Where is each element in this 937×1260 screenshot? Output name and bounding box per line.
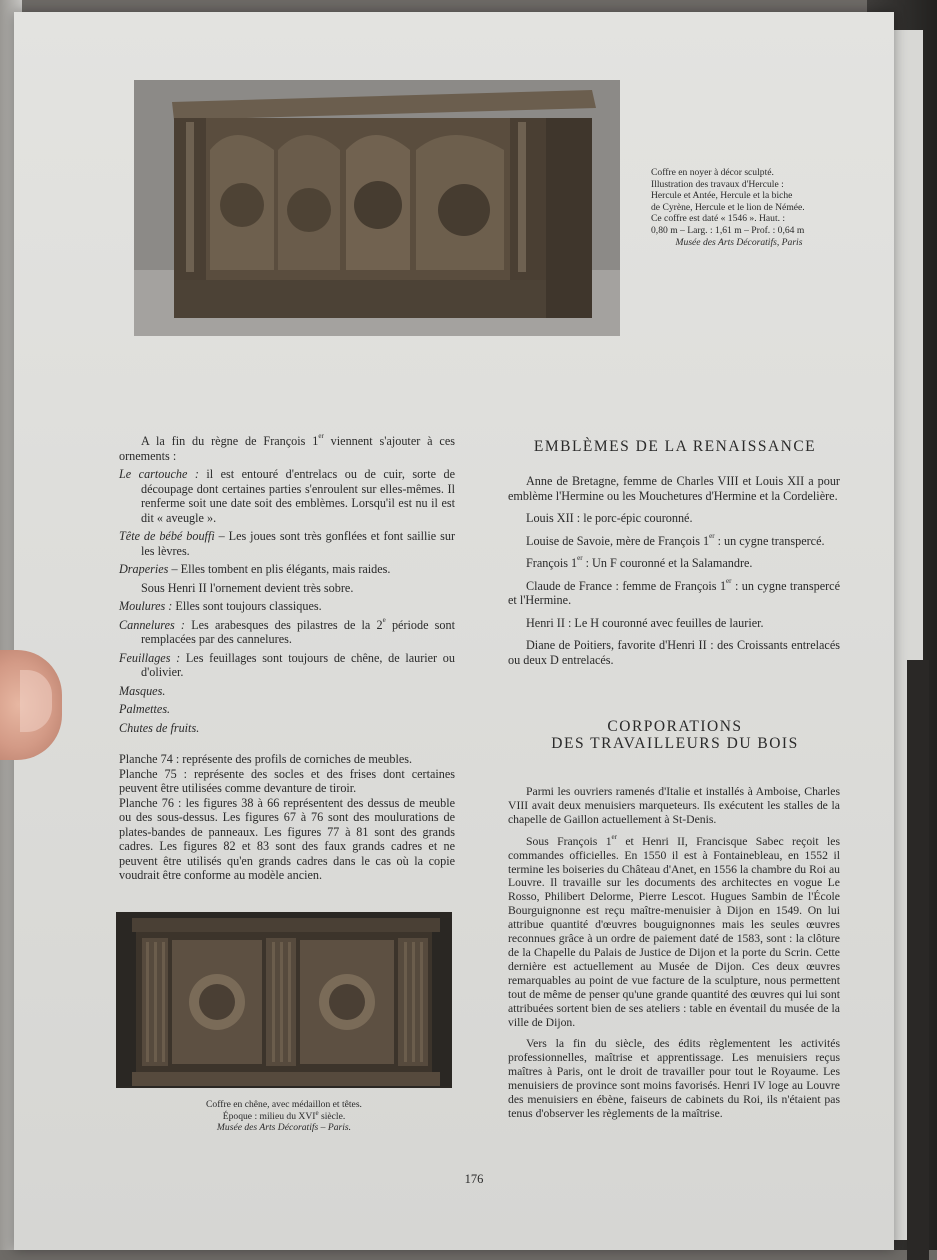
ornament-text: – Elles tombent en plis élégants, mais raides. xyxy=(168,562,391,576)
ornament-masques: Masques. xyxy=(119,683,166,698)
sup: e xyxy=(315,1108,319,1117)
caption-text-end: siècle. xyxy=(318,1110,346,1122)
caption-source: Musée des Arts Décoratifs – Paris. xyxy=(216,1122,352,1134)
emblem-text-end: : un cygne transpercé et l'Hermine. xyxy=(508,578,840,607)
right-column-emblemes xyxy=(508,474,840,667)
ornament-palmettes: Palmettes. xyxy=(119,702,171,716)
left-column xyxy=(119,434,455,883)
photo-bottom-caption xyxy=(116,1099,452,1134)
emblem-diane: Diane de Poitiers, favorite d'Henri II : des Croissants entrelacés ou deux D entrelacés. xyxy=(508,638,840,667)
caption-line: Hercule et Antée, Hercule et la biche xyxy=(651,190,793,202)
heading-line: CORPORATIONS xyxy=(607,718,743,735)
ornament-term: Cannelures : xyxy=(119,617,185,632)
corporations-paragraph-2 xyxy=(508,832,840,1030)
emblem-text: Claude de France : femme de François 1 xyxy=(526,578,727,593)
ornament-feuillages xyxy=(119,651,455,680)
coffre-noyer-image xyxy=(134,80,620,336)
ornament-draperies xyxy=(119,562,455,577)
book-page xyxy=(14,12,894,1250)
caption-line: Ce coffre est daté « 1546 ». Haut. : xyxy=(651,213,786,225)
ornament-chutes: Chutes de fruits. xyxy=(119,720,200,735)
emblem-text-end: : Un F couronné et la Salamandre. xyxy=(582,556,753,570)
photo-coffre-chene xyxy=(116,912,452,1088)
emblem-claude xyxy=(508,576,840,608)
facing-page-print xyxy=(907,660,929,1260)
planche-74: Planche 74 : représente des profils de corniches de meubles. xyxy=(119,752,413,766)
corporations-paragraph-1: Parmi les ouvriers ramenés d'Italie et installés à Amboise, Charles VIII avait deux menuisiers marqueteurs. Ils exécutent les stalles de la chapelle de Gaillon actuellement à St-Denis. xyxy=(508,785,840,826)
emblem-francois xyxy=(508,556,840,571)
heading-line: DES TRAVAILLEURS DU BOIS xyxy=(551,735,799,752)
page-number: 176 xyxy=(464,1172,484,1186)
heading-emblemes: EMBLÈMES DE LA RENAISSANCE xyxy=(533,438,817,455)
caption-line: Coffre en noyer à décor sculpté. xyxy=(651,167,774,178)
ornament-text-end: période sont remplacées par des cannelures. xyxy=(141,617,455,646)
emblem-text: Louise de Savoie, mère de François 1 xyxy=(526,533,710,548)
sup: er xyxy=(577,554,583,562)
emblem-louise xyxy=(508,531,840,549)
emblem-henri: Henri II : Le H couronné avec feuilles de laurier. xyxy=(526,615,764,630)
intro-text-end: viennent s'ajouter à ces ornements : xyxy=(119,434,455,463)
sup: e xyxy=(382,615,386,624)
ornament-cartouche xyxy=(119,467,455,525)
heading-corporations xyxy=(510,718,840,752)
ornament-term: Moulures : xyxy=(119,599,173,613)
caption-line: 0,80 m – Larg. : 1,61 m – Prof. : 0,64 m xyxy=(651,224,805,236)
emblem-louis: Louis XII : le porc-épic couronné. xyxy=(526,511,693,525)
ornament-text: Les arabesques des pilastres de la 2 xyxy=(185,617,383,632)
intro-paragraph xyxy=(119,434,455,463)
caption-line: de Cyrène, Hercule et le lion de Némée. xyxy=(651,201,805,213)
coffre-chene-image xyxy=(116,912,452,1088)
ornament-cannelures xyxy=(119,615,455,647)
ornament-moulures xyxy=(119,599,455,614)
henri-paragraph: Sous Henri II l'ornement devient très sobre. xyxy=(141,580,354,595)
photo-top-caption xyxy=(651,167,827,248)
paragraph-text: Sous François 1 xyxy=(526,834,612,848)
ornament-text: – Les joues sont très gonflées et font saillie sur les lèvres. xyxy=(141,529,456,558)
ornament-term: Feuillages : xyxy=(119,650,181,665)
ornament-term: Le cartouche : xyxy=(119,467,199,481)
ornament-text: Elles sont toujours classiques. xyxy=(172,599,322,613)
planche-76: Planche 76 : les figures 38 à 66 représentent des dessus de meuble ou des sous-dessus. Les figures 67 à 76 sont des moulurations de plates-bandes de panneaux. Les figures 77 à 81 sont des grands cadres. Les figures 82 et 83 sont des faux grands cadres et ne peuvent être utilisés qu'en grands cadres dans le cas où la copie voudrait être conforme au modèle ancien. xyxy=(119,795,455,882)
sup: er xyxy=(709,531,715,540)
emblem-text: François 1 xyxy=(526,556,578,570)
paragraph-text-end: et Henri II, Francisque Sabec reçoit les commandes officielles. En 1550 il est à Fontainebleau, en 1552 il termine les boiseries du Château d'Anet, en 1556 la chambre du Roi au Louvre. Il travaille sur les documents des architectes en vogue Le Rosso, Philibert Delorme, Pierre Lescot. Hugues Sambin de l'École Bourguignonne est reçu maître-menuisier à Dijon en 1549. On lui attribue quantité d'œuvres bouguignonnes mais les seules œuvres reconnues grâce à un ordre de paiement daté de 1583, sont : la clôture de la Chapelle du Palais de Justice de Dijon et la porte du Scrin. Cette dernière est actuellement au Musée de Dijon. Ces deux œuvres remarquables au point de vue facture de la sculpture, nous permettent tout de même de penser qu'une grande quantité des œuvres qui lui sont attribuées sortent bien de ses ateliers : table en éventail du musée de la ville de Dijon. xyxy=(508,834,840,1029)
right-column-corporations xyxy=(508,785,840,1121)
intro-text: A la fin du règne de François 1 xyxy=(141,434,319,448)
ornament-text: il est entouré d'entrelacs ou de cuir, sorte de découpage dont certaines parties s'enroulent sur elles-mêmes. Il renferme soit une date soit des emblèmes. Lorsqu'il est nu il est dit « aveugle ». xyxy=(141,467,455,525)
ornament-text: Les feuillages sont toujours de chêne, de laurier ou d'olivier. xyxy=(141,650,455,679)
ornament-tete xyxy=(119,529,455,558)
ornament-term: Draperies xyxy=(119,562,169,576)
emblem-anne: Anne de Bretagne, femme de Charles VIII et Louis XII a pour emblème l'Hermine ou les Mouchetures d'Hermine et la Cordelière. xyxy=(508,474,840,503)
ornament-term: Tête de bébé bouffi xyxy=(119,529,215,543)
caption-source: Musée des Arts Décoratifs, Paris xyxy=(675,236,803,248)
caption-line: Coffre en chêne, avec médaillon et têtes. xyxy=(206,1099,362,1110)
sup: er xyxy=(611,832,617,841)
photo-coffre-noyer xyxy=(134,80,620,336)
planche-75: Planche 75 : représente des socles et des frises dont certaines peuvent être utilisées comme devanture de tiroir. xyxy=(119,766,455,795)
caption-line xyxy=(116,1108,452,1123)
emblem-text-end: : un cygne transpercé. xyxy=(714,533,825,548)
sup: er xyxy=(318,432,324,440)
sup: er xyxy=(726,576,732,585)
corporations-paragraph-3: Vers la fin du siècle, des édits règlementent les activités professionnelles, maîtrise et apprentissage. Les menuisiers reçus maîtres à Paris, ont le droit de travailler pour tout le Royaume. Les menuisiers de province sont moins favorisés. Henri IV loge au Louvre des menuisiers en ébène, faiseurs de cabinets du Roi, ils n'étaient pas tenus d'observer les règlements de la maîtrise. xyxy=(508,1037,840,1120)
caption-text: Époque : milieu du XVI xyxy=(222,1110,316,1122)
caption-line: Illustration des travaux d'Hercule : xyxy=(651,178,784,190)
